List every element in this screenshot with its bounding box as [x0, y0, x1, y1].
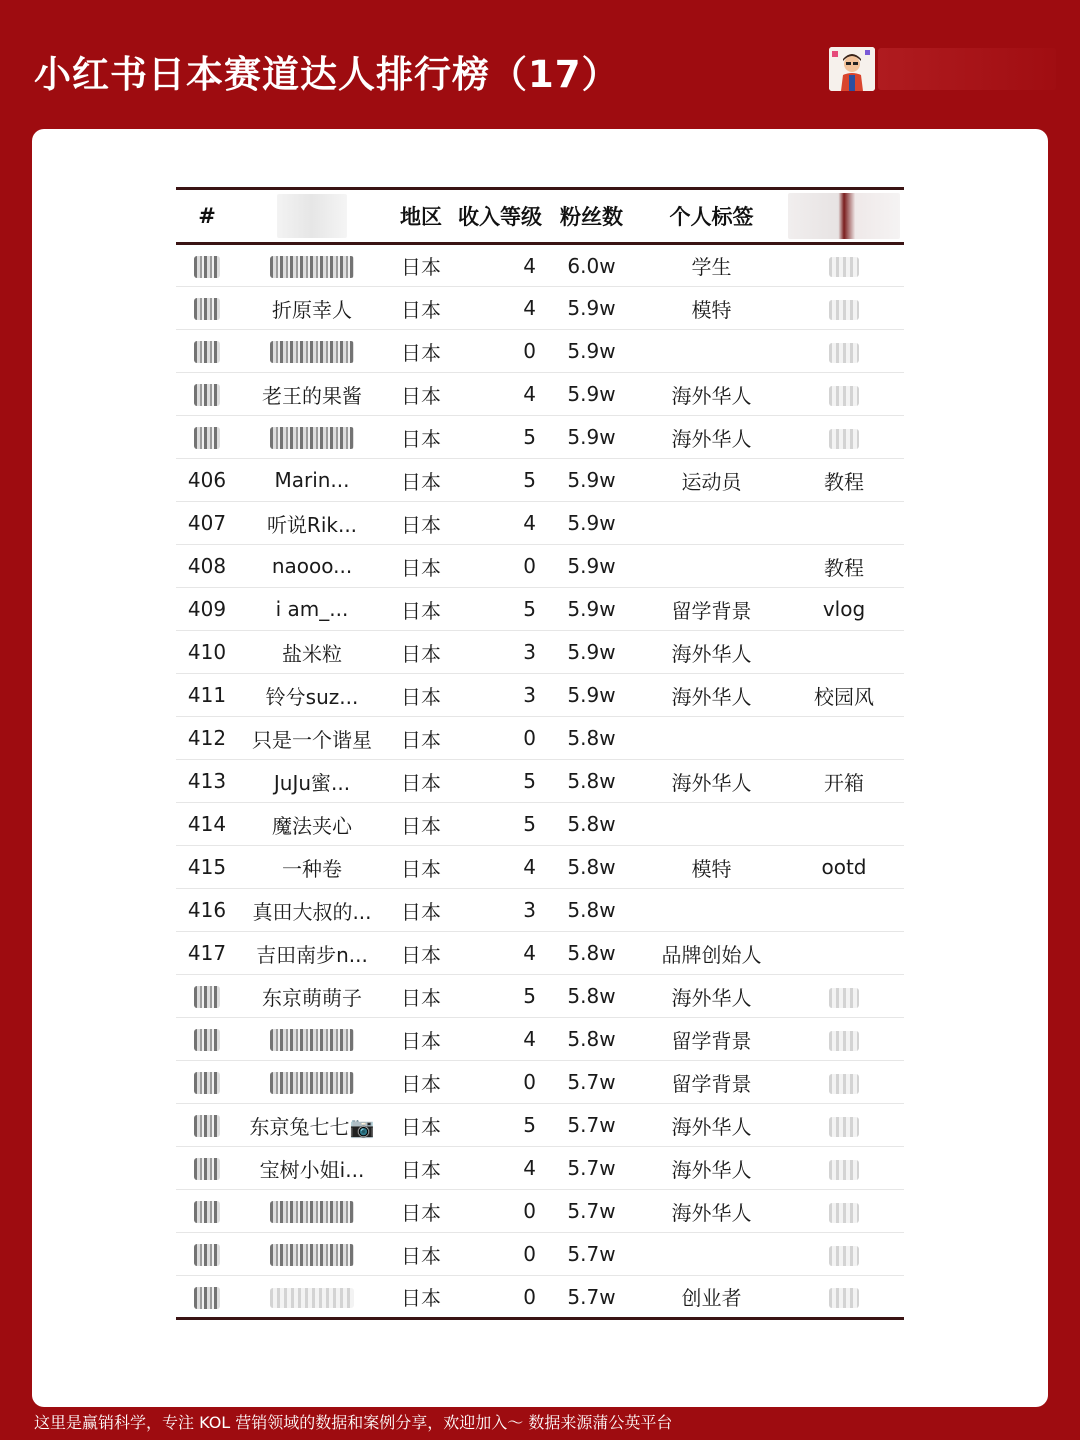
cell-fans: 5.7w	[544, 1190, 639, 1233]
cell-region: 日本	[386, 502, 456, 545]
cell-name: i am_...	[238, 588, 386, 631]
table-row	[176, 803, 904, 846]
cell-fans: 5.9w	[544, 631, 639, 674]
cell-fans: 5.8w	[544, 932, 639, 975]
cell-region: 日本	[386, 1276, 456, 1319]
cell-name: 铃兮suz...	[238, 674, 386, 717]
cell-region: 日本	[386, 545, 456, 588]
cell-tag	[639, 330, 784, 373]
cell-region: 日本	[386, 244, 456, 287]
cell-region: 日本	[386, 932, 456, 975]
table-row	[176, 889, 904, 932]
cell-tag: 留学背景	[639, 1018, 784, 1061]
redacted-extra	[829, 1074, 859, 1094]
cell-name	[238, 1190, 386, 1233]
cell-name: Marin...	[238, 459, 386, 502]
cell-name	[238, 1276, 386, 1319]
cell-tag: 海外华人	[639, 416, 784, 459]
table-header-row	[176, 189, 904, 244]
cell-region: 日本	[386, 1018, 456, 1061]
cell-fans: 5.8w	[544, 975, 639, 1018]
table-row	[176, 631, 904, 674]
table-row	[176, 760, 904, 803]
cell-name	[238, 1018, 386, 1061]
cell-fans: 5.8w	[544, 889, 639, 932]
cell-rank	[176, 975, 238, 1018]
cell-tag	[639, 1233, 784, 1276]
cell-rank	[176, 287, 238, 330]
cell-fans: 5.9w	[544, 373, 639, 416]
cell-fans: 5.8w	[544, 1018, 639, 1061]
redacted-extra	[829, 257, 859, 277]
cell-region: 日本	[386, 717, 456, 760]
cell-income-level: 0	[456, 1233, 544, 1276]
cell-extra	[784, 287, 904, 330]
redacted-extra	[829, 1160, 859, 1180]
cell-extra	[784, 717, 904, 760]
cell-region: 日本	[386, 373, 456, 416]
col-tag-header: 个人标签	[639, 189, 784, 244]
redacted-rank	[194, 256, 220, 278]
cell-income-level: 0	[456, 545, 544, 588]
cell-extra: ootd	[784, 846, 904, 889]
cell-rank: 417	[176, 932, 238, 975]
cell-income-level: 4	[456, 373, 544, 416]
cell-name: 盐米粒	[238, 631, 386, 674]
cell-region: 日本	[386, 1061, 456, 1104]
redacted-name	[270, 1029, 354, 1051]
redacted-rank	[194, 1244, 220, 1266]
cell-extra	[784, 975, 904, 1018]
cell-name: 吉田南步n...	[238, 932, 386, 975]
redacted-rank	[194, 298, 220, 320]
table-row	[176, 1147, 904, 1190]
redacted-rank	[194, 384, 220, 406]
cell-region: 日本	[386, 287, 456, 330]
table-row	[176, 545, 904, 588]
cell-rank: 411	[176, 674, 238, 717]
cell-extra: 校园风	[784, 674, 904, 717]
cell-fans: 5.9w	[544, 416, 639, 459]
redacted-extra	[829, 1288, 859, 1308]
table-row	[176, 846, 904, 889]
cell-income-level: 5	[456, 416, 544, 459]
cell-rank: 415	[176, 846, 238, 889]
cell-tag	[639, 502, 784, 545]
cell-tag: 模特	[639, 287, 784, 330]
cell-rank: 408	[176, 545, 238, 588]
cell-rank: 406	[176, 459, 238, 502]
cell-fans: 5.8w	[544, 846, 639, 889]
col-region-header: 地区	[386, 189, 456, 244]
cell-extra: 教程	[784, 459, 904, 502]
cell-income-level: 4	[456, 932, 544, 975]
col-rank-header: #	[176, 189, 238, 244]
redacted-extra	[829, 988, 859, 1008]
cell-fans: 5.8w	[544, 717, 639, 760]
cell-fans: 5.7w	[544, 1276, 639, 1319]
redacted-rank	[194, 341, 220, 363]
cell-tag	[639, 717, 784, 760]
cell-name: 折原幸人	[238, 287, 386, 330]
table-row	[176, 674, 904, 717]
cell-tag: 海外华人	[639, 1104, 784, 1147]
table-row	[176, 416, 904, 459]
col-extra-header-blurred	[784, 189, 904, 244]
cell-rank	[176, 244, 238, 287]
cell-income-level: 0	[456, 1061, 544, 1104]
cell-region: 日本	[386, 631, 456, 674]
cell-rank: 414	[176, 803, 238, 846]
cell-tag	[639, 889, 784, 932]
redacted-rank	[194, 1072, 220, 1094]
col-name-header-blurred	[238, 189, 386, 244]
cell-fans: 6.0w	[544, 244, 639, 287]
table-row	[176, 244, 904, 287]
cell-income-level: 0	[456, 1190, 544, 1233]
cell-tag	[639, 545, 784, 588]
cell-region: 日本	[386, 1104, 456, 1147]
cell-region: 日本	[386, 889, 456, 932]
redacted-rank	[194, 1158, 220, 1180]
col-income-level-header: 收入等级	[456, 189, 544, 244]
cell-rank: 416	[176, 889, 238, 932]
cell-tag: 海外华人	[639, 373, 784, 416]
cell-extra	[784, 1147, 904, 1190]
col-fans-header: 粉丝数	[544, 189, 639, 244]
cell-income-level: 0	[456, 1276, 544, 1319]
footer-note: 这里是赢销科学，专注 KOL 营销领域的数据和案例分享，欢迎加入～ 数据来源蒲公英平台	[34, 1413, 673, 1432]
cell-tag	[639, 803, 784, 846]
cell-rank	[176, 1233, 238, 1276]
cell-income-level: 3	[456, 889, 544, 932]
table-row	[176, 1190, 904, 1233]
cell-tag: 海外华人	[639, 1147, 784, 1190]
cell-tag: 学生	[639, 244, 784, 287]
redacted-extra	[829, 386, 859, 406]
cell-extra: 开箱	[784, 760, 904, 803]
redacted-rank	[194, 427, 220, 449]
cell-fans: 5.8w	[544, 803, 639, 846]
cell-rank: 407	[176, 502, 238, 545]
cell-rank	[176, 1018, 238, 1061]
cell-rank	[176, 373, 238, 416]
cell-extra	[784, 1104, 904, 1147]
cell-fans: 5.9w	[544, 674, 639, 717]
table-row	[176, 1061, 904, 1104]
cell-rank	[176, 1147, 238, 1190]
ranking-table	[176, 187, 904, 1320]
cell-name	[238, 1233, 386, 1276]
cell-name	[238, 244, 386, 287]
table-row	[176, 975, 904, 1018]
cell-name: 一种卷	[238, 846, 386, 889]
redacted-rank	[194, 1115, 220, 1137]
cell-income-level: 5	[456, 588, 544, 631]
table-row	[176, 502, 904, 545]
cell-fans: 5.7w	[544, 1147, 639, 1190]
cell-income-level: 4	[456, 502, 544, 545]
cell-income-level: 3	[456, 631, 544, 674]
cell-fans: 5.9w	[544, 545, 639, 588]
cell-tag: 海外华人	[639, 760, 784, 803]
cell-income-level: 3	[456, 674, 544, 717]
cell-income-level: 4	[456, 1018, 544, 1061]
cell-region: 日本	[386, 846, 456, 889]
cell-income-level: 4	[456, 244, 544, 287]
redacted-name	[270, 341, 354, 363]
cell-tag: 创业者	[639, 1276, 784, 1319]
cell-extra	[784, 330, 904, 373]
cell-tag: 品牌创始人	[639, 932, 784, 975]
avatar	[829, 47, 875, 91]
cell-income-level: 5	[456, 760, 544, 803]
cell-income-level: 4	[456, 287, 544, 330]
cell-extra	[784, 889, 904, 932]
cell-fans: 5.9w	[544, 287, 639, 330]
cell-tag: 模特	[639, 846, 784, 889]
cell-region: 日本	[386, 760, 456, 803]
cell-rank: 413	[176, 760, 238, 803]
cell-fans: 5.9w	[544, 588, 639, 631]
table-row	[176, 932, 904, 975]
cell-income-level: 5	[456, 803, 544, 846]
cell-rank	[176, 1104, 238, 1147]
cell-extra	[784, 1018, 904, 1061]
table-row	[176, 1018, 904, 1061]
cell-rank: 410	[176, 631, 238, 674]
redacted-extra	[829, 1117, 859, 1137]
cell-extra	[784, 502, 904, 545]
redacted-extra	[829, 429, 859, 449]
redacted-rank	[194, 1029, 220, 1051]
cell-rank	[176, 416, 238, 459]
redacted-name	[270, 1244, 354, 1266]
page-title: 小红书日本赛道达人排行榜（17）	[34, 53, 620, 96]
cell-region: 日本	[386, 416, 456, 459]
cell-name: JuJu蜜...	[238, 760, 386, 803]
table-row	[176, 330, 904, 373]
redacted-rank	[194, 1287, 220, 1309]
cell-extra	[784, 1061, 904, 1104]
redacted-extra	[829, 1246, 859, 1266]
cell-region: 日本	[386, 674, 456, 717]
redacted-rank	[194, 1201, 220, 1223]
cell-name	[238, 330, 386, 373]
redacted-name	[270, 1201, 354, 1223]
redacted-extra	[829, 1203, 859, 1223]
cell-name: 只是一个谐星	[238, 717, 386, 760]
cell-tag: 海外华人	[639, 975, 784, 1018]
cell-name: naooo...	[238, 545, 386, 588]
cell-income-level: 0	[456, 717, 544, 760]
cell-fans: 5.9w	[544, 330, 639, 373]
cell-extra	[784, 932, 904, 975]
cell-income-level: 5	[456, 975, 544, 1018]
cell-rank	[176, 330, 238, 373]
redacted-extra	[829, 1031, 859, 1051]
table-row	[176, 287, 904, 330]
table-row	[176, 1104, 904, 1147]
cell-fans: 5.9w	[544, 502, 639, 545]
cell-extra	[784, 1233, 904, 1276]
cell-extra	[784, 1190, 904, 1233]
cell-extra: vlog	[784, 588, 904, 631]
cell-region: 日本	[386, 975, 456, 1018]
cell-tag: 留学背景	[639, 1061, 784, 1104]
cell-fans: 5.7w	[544, 1233, 639, 1276]
table-row	[176, 1233, 904, 1276]
table-row	[176, 588, 904, 631]
cell-income-level: 5	[456, 1104, 544, 1147]
redacted-rank	[194, 986, 220, 1008]
cell-extra	[784, 244, 904, 287]
cell-rank	[176, 1276, 238, 1319]
table-row	[176, 717, 904, 760]
cell-name: 听说Rik...	[238, 502, 386, 545]
cell-extra	[784, 416, 904, 459]
redacted-name	[270, 1288, 354, 1308]
cell-rank: 412	[176, 717, 238, 760]
cell-income-level: 4	[456, 1147, 544, 1190]
cell-tag: 留学背景	[639, 588, 784, 631]
cell-rank: 409	[176, 588, 238, 631]
cell-region: 日本	[386, 330, 456, 373]
cell-region: 日本	[386, 803, 456, 846]
cell-fans: 5.9w	[544, 459, 639, 502]
cell-extra	[784, 803, 904, 846]
cell-extra: 教程	[784, 545, 904, 588]
cell-name	[238, 416, 386, 459]
cell-region: 日本	[386, 1147, 456, 1190]
cell-region: 日本	[386, 459, 456, 502]
cell-income-level: 4	[456, 846, 544, 889]
cell-region: 日本	[386, 1190, 456, 1233]
redacted-extra	[829, 300, 859, 320]
cell-fans: 5.7w	[544, 1061, 639, 1104]
table-row	[176, 373, 904, 416]
table-row	[176, 1276, 904, 1319]
cell-region: 日本	[386, 588, 456, 631]
cell-extra	[784, 1276, 904, 1319]
ranking-card	[32, 129, 1048, 1407]
table-row	[176, 459, 904, 502]
cell-name: 东京萌萌子	[238, 975, 386, 1018]
cell-region: 日本	[386, 1233, 456, 1276]
cell-income-level: 5	[456, 459, 544, 502]
cell-extra	[784, 631, 904, 674]
cell-tag: 运动员	[639, 459, 784, 502]
cell-name: 东京兔七七📷	[238, 1104, 386, 1147]
redacted-name	[270, 256, 354, 278]
redacted-extra	[829, 343, 859, 363]
redacted-name	[270, 427, 354, 449]
cell-rank	[176, 1061, 238, 1104]
cell-fans: 5.8w	[544, 760, 639, 803]
cell-name	[238, 1061, 386, 1104]
cell-rank	[176, 1190, 238, 1233]
cell-tag: 海外华人	[639, 631, 784, 674]
cell-income-level: 0	[456, 330, 544, 373]
cell-tag: 海外华人	[639, 1190, 784, 1233]
cell-name: 老王的果酱	[238, 373, 386, 416]
cell-name: 宝树小姐i...	[238, 1147, 386, 1190]
blurred-watermark	[878, 48, 1056, 90]
cell-tag: 海外华人	[639, 674, 784, 717]
redacted-name	[270, 1072, 354, 1094]
cell-name: 真田大叔的...	[238, 889, 386, 932]
cell-name: 魔法夹心	[238, 803, 386, 846]
cell-extra	[784, 373, 904, 416]
cell-fans: 5.7w	[544, 1104, 639, 1147]
